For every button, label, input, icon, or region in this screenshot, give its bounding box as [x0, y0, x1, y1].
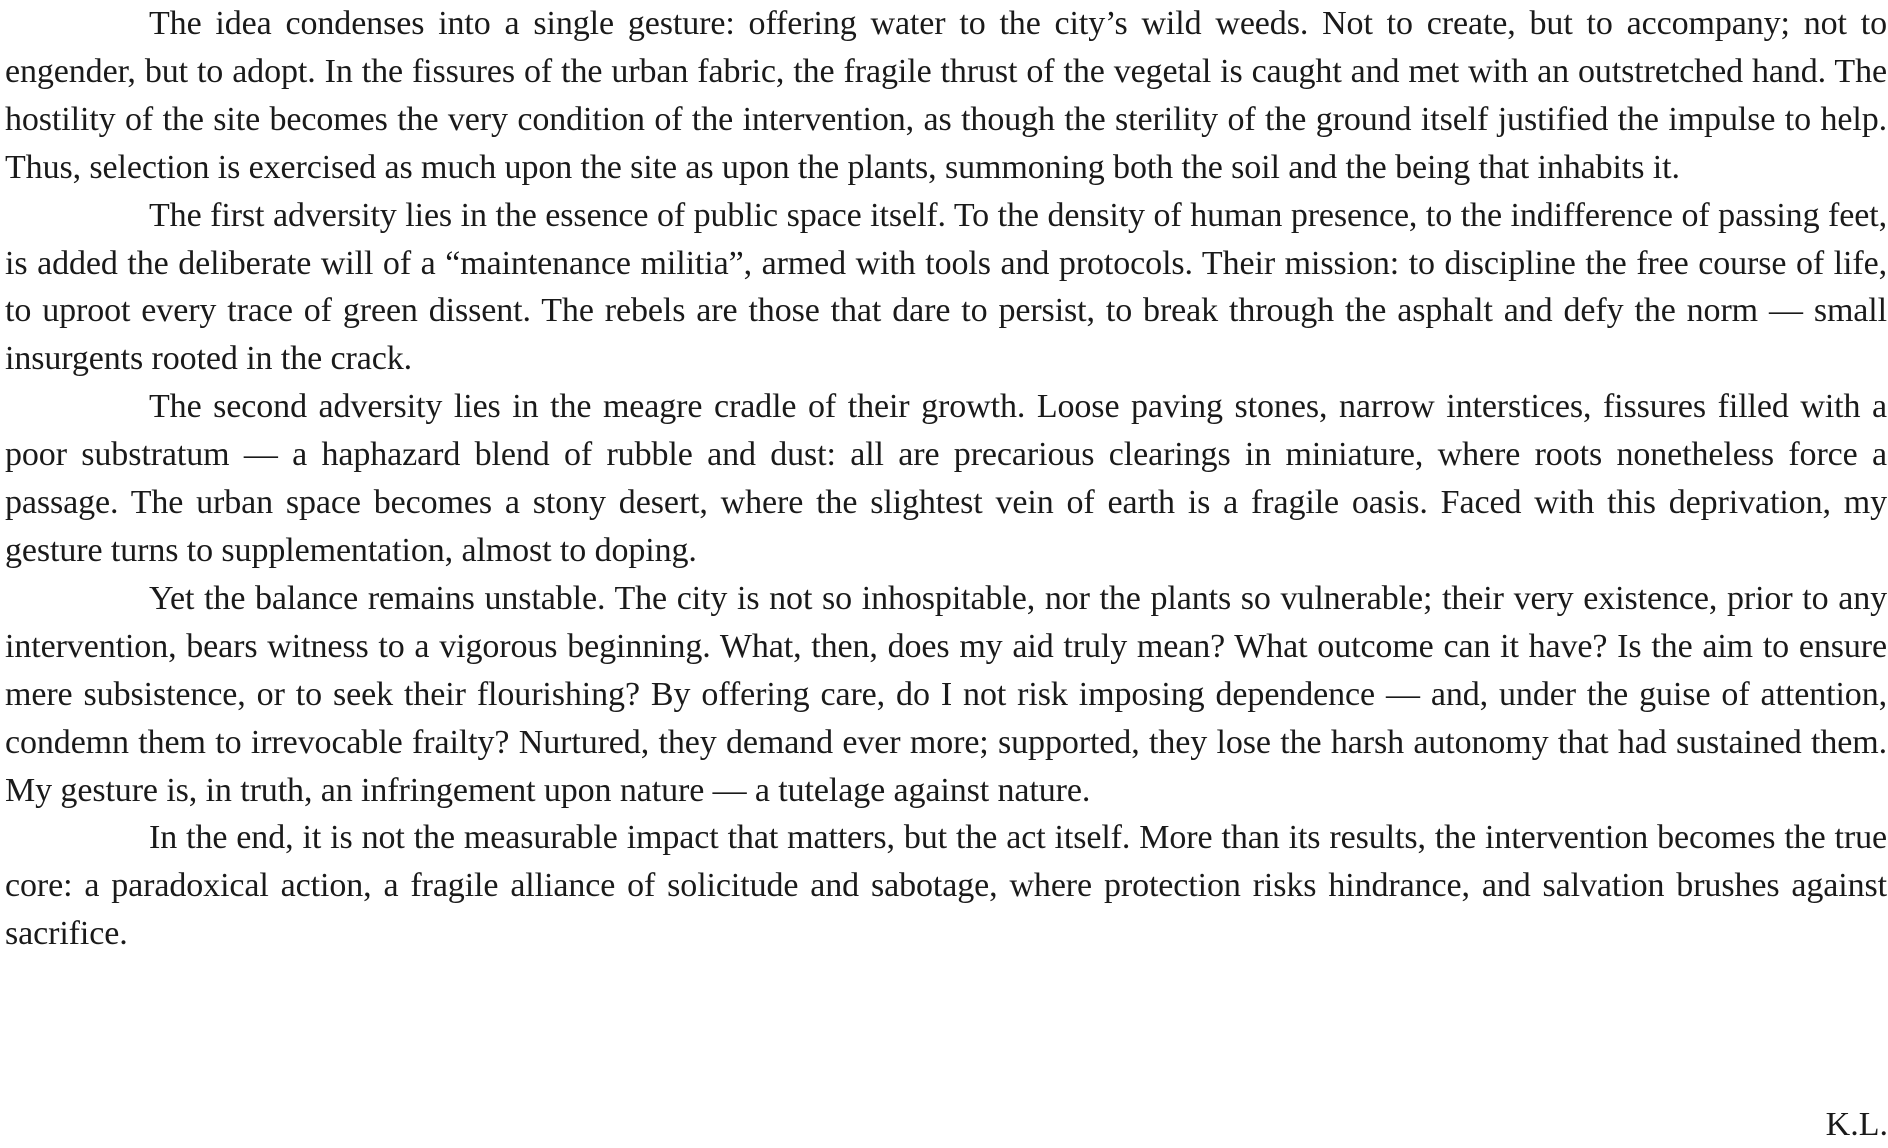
essay-paragraph: In the end, it is not the measurable impact that matters, but the act itself. More than its results, the intervention becomes the true core: a paradoxical action, a fragile alliance of solicitude and sabotage, where protection risks hindrance, and salvation brushes against sacrifice.: [5, 819, 1887, 953]
essay-paragraph: Yet the balance remains unstable. The city is not so inhospitable, nor the plants so vulnerable; their very existence, prior to any intervention, bears witness to a vigorous beginning. What, then, does my aid truly mean? What outcome can it have? Is the aim to ensure mere subsistence, or to seek their flourishing? By offering care, do I not risk imposing dependence — and, under the guise of attention, condemn them to irrevocable frailty? Nurtured, they demand ever more; supported, they lose the harsh autonomy that had sustained them. My gesture is, in truth, an infringement upon nature — a tutelage against nature.: [5, 579, 1887, 809]
essay-paragraph: The second adversity lies in the meagre cradle of their growth. Loose paving stones, narrow interstices, fissures filled with a poor substratum — a haphazard blend of rubble and dust: all are precarious clearings in miniature, where roots nonetheless force a passage. The urban space becomes a stony desert, where the slightest vein of earth is a fragile oasis. Faced with this deprivation, my gesture turns to supplementation, almost to doping.: [5, 388, 1887, 569]
essay-body: [5, 0, 1887, 958]
essay-paragraph: The first adversity lies in the essence of public space itself. To the density of human presence, to the indifference of passing feet, is added the deliberate will of a “maintenance militia”, armed with tools and protocols. Their mission: to discipline the free course of life, to uproot every trace of green dissent. The rebels are those that dare to persist, to break through the asphalt and defy the norm — small insurgents rooted in the crack.: [5, 196, 1887, 378]
author-signature: K.L.: [1825, 1106, 1888, 1143]
essay-paragraph: The idea condenses into a single gesture: offering water to the city’s wild weeds. Not to create, but to accompany; not to engender, but to adopt. In the fissures of the urban fabric, the fragile thrust of the vegetal is caught and met with an outstretched hand. The hostility of the site becomes the very condition of the intervention, as though the sterility of the ground itself justified the impulse to help. Thus, selection is exercised as much upon the site as upon the plants, summoning both the soil and the being that inhabits it.: [5, 5, 1887, 186]
